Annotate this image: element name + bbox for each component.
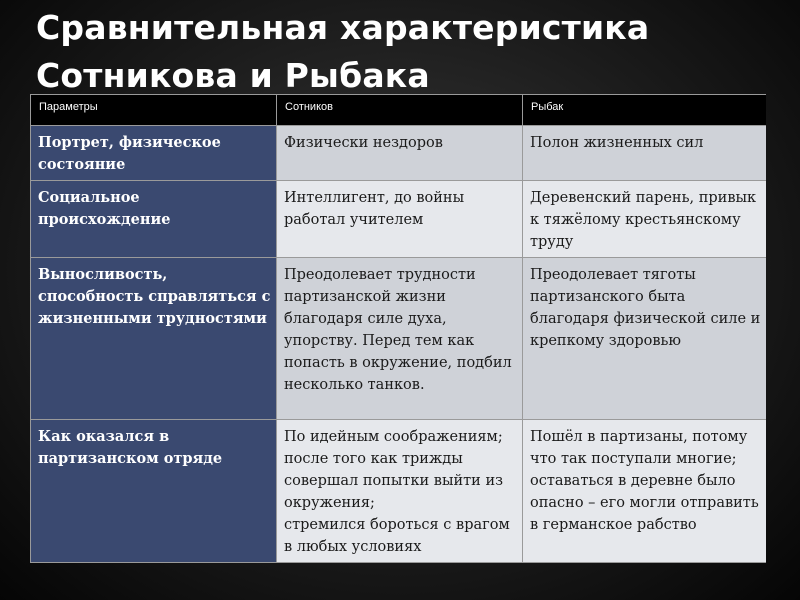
slide-title bbox=[36, 4, 776, 100]
sotnikov-reason-line: после того как трижды совершал попытки выйти из окружения; bbox=[284, 451, 504, 511]
slide-title-line-1: Сравнительная характеристика bbox=[36, 8, 650, 47]
slide-title-line-2: Сотникова и Рыбака bbox=[36, 56, 430, 95]
rybak-cell: Пошёл в партизаны, потому что так поступали многие; оставаться в деревне было опасно – его могли отправить в германское рабство bbox=[523, 420, 767, 563]
comparison-table-container bbox=[30, 94, 766, 586]
sotnikov-reason-line: По идейным соображениям; bbox=[284, 429, 503, 445]
column-header-rybak: Рыбак bbox=[523, 95, 767, 126]
sotnikov-reason-line: стремился бороться с врагом в любых условиях bbox=[284, 517, 510, 555]
table-row bbox=[31, 181, 767, 258]
sotnikov-cell bbox=[277, 420, 523, 563]
parameter-cell: Выносливость, способность справляться с жизненными трудностями bbox=[31, 258, 277, 420]
parameter-cell: Портрет, физическое состояние bbox=[31, 126, 277, 181]
rybak-cell: Деревенский парень, привык к тяжёлому крестьянскому труду bbox=[523, 181, 767, 258]
parameter-cell: Социальное происхождение bbox=[31, 181, 277, 258]
column-header-sotnikov: Сотников bbox=[277, 95, 523, 126]
comparison-table bbox=[30, 94, 766, 563]
table-row bbox=[31, 420, 767, 563]
parameter-cell: Как оказался в партизанском отряде bbox=[31, 420, 277, 563]
rybak-cell: Преодолевает тяготы партизанского быта благодаря физической силе и крепкому здоровью bbox=[523, 258, 767, 420]
table-row bbox=[31, 258, 767, 420]
sotnikov-cell: Преодолевает трудности партизанской жизни благодаря силе духа, упорству. Перед тем как попасть в окружение, подбил несколько танков. bbox=[277, 258, 523, 420]
sotnikov-cell: Интеллигент, до войны работал учителем bbox=[277, 181, 523, 258]
sotnikov-cell: Физически нездоров bbox=[277, 126, 523, 181]
column-header-parameters: Параметры bbox=[31, 95, 277, 126]
rybak-cell: Полон жизненных сил bbox=[523, 126, 767, 181]
table-row bbox=[31, 126, 767, 181]
table-header-row bbox=[31, 95, 767, 126]
